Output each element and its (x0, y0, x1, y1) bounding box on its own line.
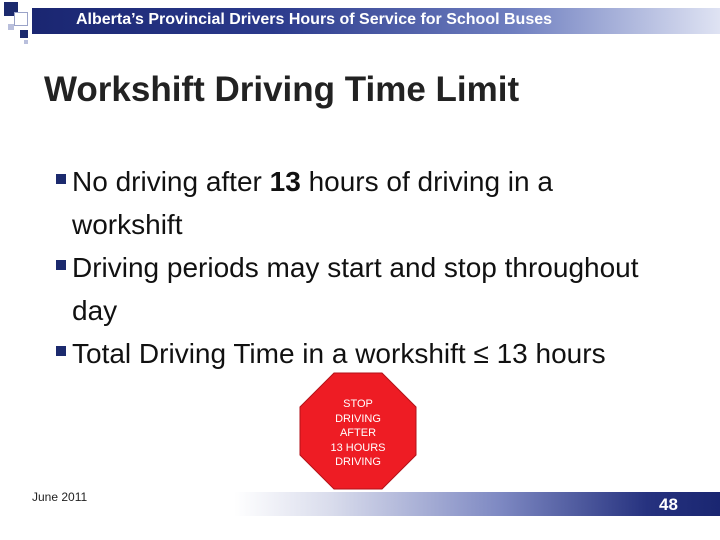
stop-sign-line: DRIVING (335, 456, 381, 468)
bullet-text: Driving periods may start and stop throughout day (72, 252, 639, 326)
bullet-text: Total Driving Time in a workshift ≤ 13 hours (72, 338, 606, 369)
square-bullet-icon (56, 174, 66, 184)
bullet-item (56, 246, 656, 332)
corner-decoration-square (8, 24, 14, 30)
square-bullet-icon (56, 346, 66, 356)
bullet-list (56, 160, 656, 375)
header-title: Alberta’s Provincial Drivers Hours of Service for School Buses (76, 11, 553, 28)
bullet-item (56, 332, 656, 375)
stop-sign-line: STOP (343, 398, 373, 410)
stop-sign-line: 13 HOURS (330, 441, 386, 454)
corner-decoration-square (24, 40, 28, 44)
corner-decoration-square (20, 30, 28, 38)
corner-decoration-square (14, 12, 28, 26)
page-number: 48 (659, 495, 678, 514)
bullet-item (56, 160, 656, 246)
footer-date: June 2011 (32, 490, 88, 504)
square-bullet-icon (56, 260, 66, 270)
slide-title: Workshift Driving Time Limit (44, 70, 520, 109)
stop-sign-line: AFTER (339, 427, 377, 439)
bullet-text: No driving after 13 hours of driving in a workshift (72, 166, 553, 240)
footer-bar (234, 492, 720, 516)
stop-sign-line: DRIVING (335, 412, 381, 425)
stop-sign-text (299, 397, 417, 470)
